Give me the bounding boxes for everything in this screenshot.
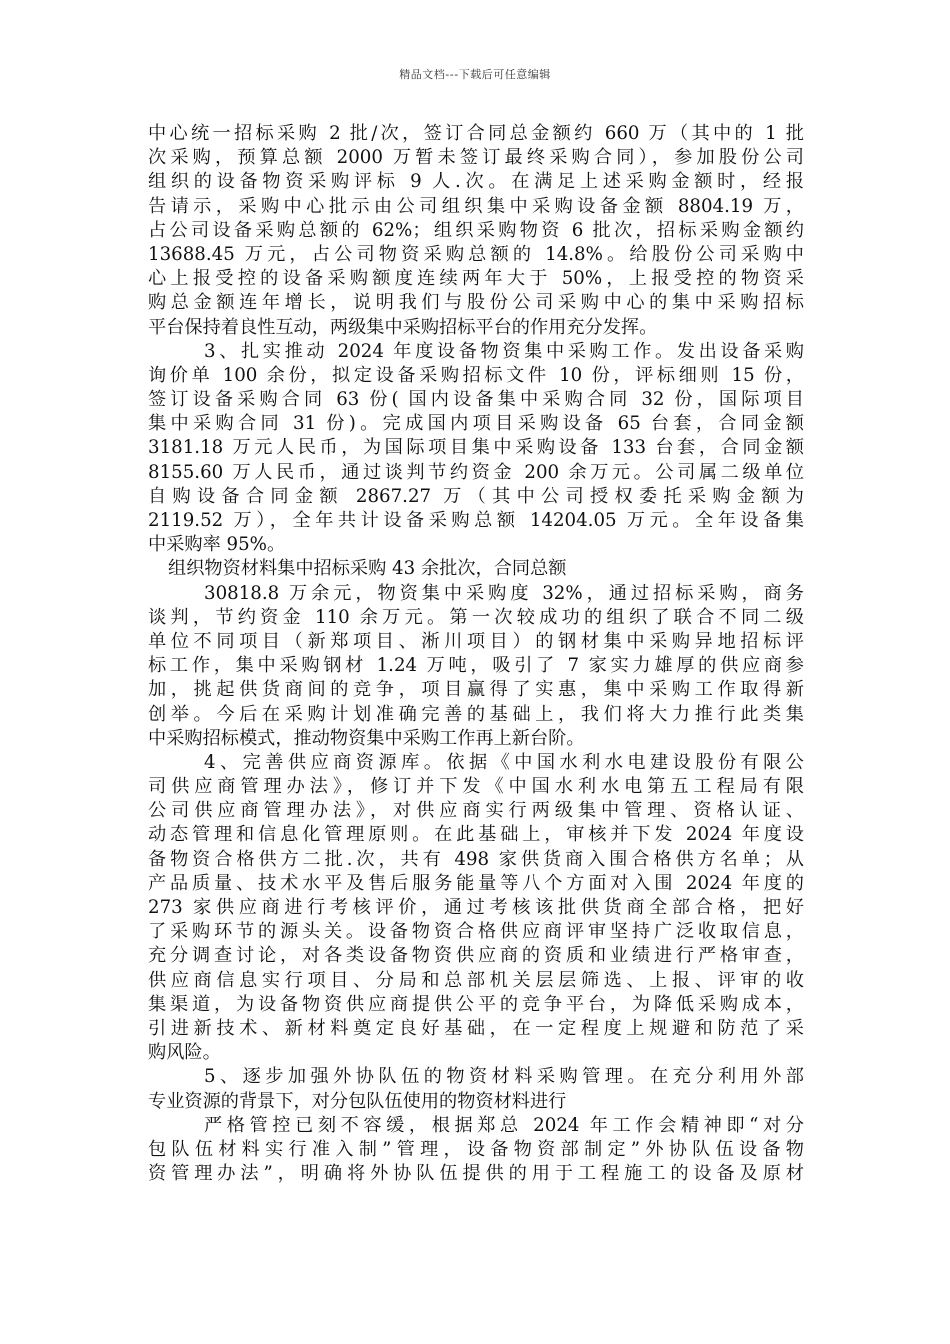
text-line: 创举。今后在采购计划准确完善的基础上，我们将大力推行此类集 xyxy=(148,703,804,725)
text-line: 严格管控已刻不容缓，根据郑总 2024 年工作会精神即“对分 xyxy=(204,1114,804,1136)
text-line: 购风险。 xyxy=(148,1042,221,1064)
text-line: 了采购环节的源头关。设备物资合格供应商评审坚持广泛收取信息， xyxy=(148,921,804,943)
text-line: 次采购，预算总额 2000 万暂未签订最终采购合同），参加股份公司 xyxy=(148,147,804,169)
page-header: 精品文档---下载后可任意编辑 xyxy=(399,68,551,81)
text-line: 3181.18 万元人民币，为国际项目集中采购设备 133 台套，合同金额 xyxy=(148,437,804,459)
text-line: 单位不同项目（新郑项目、淅川项目）的钢材集中采购异地招标评 xyxy=(148,630,804,652)
text-line: 引进新技术、新材料奠定良好基础，在一定程度上规避和防范了采 xyxy=(148,1017,804,1039)
text-line: 告请示，采购中心批示由公司组织集中采购设备金额 8804.19 万， xyxy=(148,195,804,217)
text-line: 供应商信息实行项目、分局和总部机关层层筛选、上报、评审的收 xyxy=(148,969,804,991)
text-line: 集中采购合同 31 份)。完成国内项目采购设备 65 台套，合同金额 xyxy=(148,413,804,435)
text-line: 13688.45 万元，占公司物资采购总额的 14.8%。给股份公司采购中 xyxy=(148,243,804,265)
text-line: 包队伍材料实行准入制”管理，设备物资部制定”外协队伍设备物 xyxy=(148,1138,804,1160)
text-line: 3、扎实推动 2024 年度设备物资集中采购工作。发出设备采购 xyxy=(204,340,804,362)
text-line: 平台保持着良性互动，两级集中采购招标平台的作用充分发挥。 xyxy=(148,316,658,338)
text-line: 占公司设备采购总额的 62%；组织采购物资 6 批次，招标采购金额约 xyxy=(148,219,804,241)
text-line: 4、完善供应商资源库。依据《中国水利水电建设股份有限公 xyxy=(204,751,804,773)
text-line: 询价单 100 余份，拟定设备采购招标文件 10 份，评标细则 15 份， xyxy=(148,364,804,386)
text-line: 公司供应商管理办法》，对供应商实行两级集中管理、资格认证、 xyxy=(148,800,804,822)
text-line: 充分调查讨论，对各类设备物资供应商的资质和业绩进行严格审查， xyxy=(148,945,804,967)
text-line: 加，挑起供货商间的竞争，项目赢得了实惠，集中采购工作取得新 xyxy=(148,679,804,701)
text-line: 集渠道，为设备物资供应商提供公平的竞争平台，为降低采购成本， xyxy=(148,993,804,1015)
text-line: 5、逐步加强外协队伍的物资材料采购管理。在充分利用外部 xyxy=(204,1066,804,1088)
text-line: 谈判，节约资金 110 余万元。第一次较成功的组织了联合不同二级 xyxy=(148,606,804,628)
text-line: 组织物资材料集中招标采购 43 余批次，合同总额 xyxy=(168,558,567,580)
text-line: 中心统一招标采购 2 批/次，签订合同总金额约 660 万（其中的 1 批 xyxy=(148,123,804,144)
text-line: 标工作，集中采购钢材 1.24 万吨，吸引了 7 家实力雄厚的供应商参 xyxy=(148,655,804,677)
text-line: 司供应商管理办法》，修订并下发《中国水利水电第五工程局有限 xyxy=(148,776,804,798)
text-line: 产品质量、技术水平及售后服务能量等八个方面对入围 2024 年度的 xyxy=(148,872,804,894)
text-line: 中采购招标模式，推动物资集中采购工作再上新台阶。 xyxy=(148,727,585,749)
text-line: 签订设备采购合同 63 份( 国内设备集中采购合同 32 份，国际项目 xyxy=(148,389,804,411)
text-line: 资管理办法”，明确将外协队伍提供的用于工程施工的设备及原材 xyxy=(148,1163,804,1185)
text-line: 8155.60 万人民币，通过谈判节约资金 200 余万元。公司属二级单位 xyxy=(148,461,804,483)
text-line: 30818.8 万余元，物资集中采购度 32%，通过招标采购，商务 xyxy=(204,582,804,604)
text-line: 中采购率 95%。 xyxy=(148,534,286,556)
document-body xyxy=(148,122,804,1186)
text-line: 心上报受控的设备采购额度连续两年大于 50%，上报受控的物资采 xyxy=(148,268,804,290)
text-line: 动态管理和信息化管理原则。在此基础上，审核并下发 2024 年度设 xyxy=(148,824,804,846)
text-line: 自购设备合同金额 2867.27 万（其中公司授权委托采购金额为 xyxy=(148,485,804,507)
text-line: 273 家供应商进行考核评价，通过考核该批供货商全部合格，把好 xyxy=(148,897,804,918)
text-line: 2119.52 万），全年共计设备采购总额 14204.05 万元。全年设备集 xyxy=(148,510,804,531)
text-line: 购总金额连年增长，说明我们与股份公司采购中心的集中采购招标 xyxy=(148,292,804,314)
text-line: 专业资源的背景下，对分包队伍使用的物资材料进行 xyxy=(148,1090,567,1112)
text-line: 备物资合格供方二批.次，共有 498 家供货商入围合格供方名单；从 xyxy=(148,848,804,870)
text-line: 组织的设备物资采购评标 9 人.次。在满足上述采购金额时，经报 xyxy=(148,171,804,193)
